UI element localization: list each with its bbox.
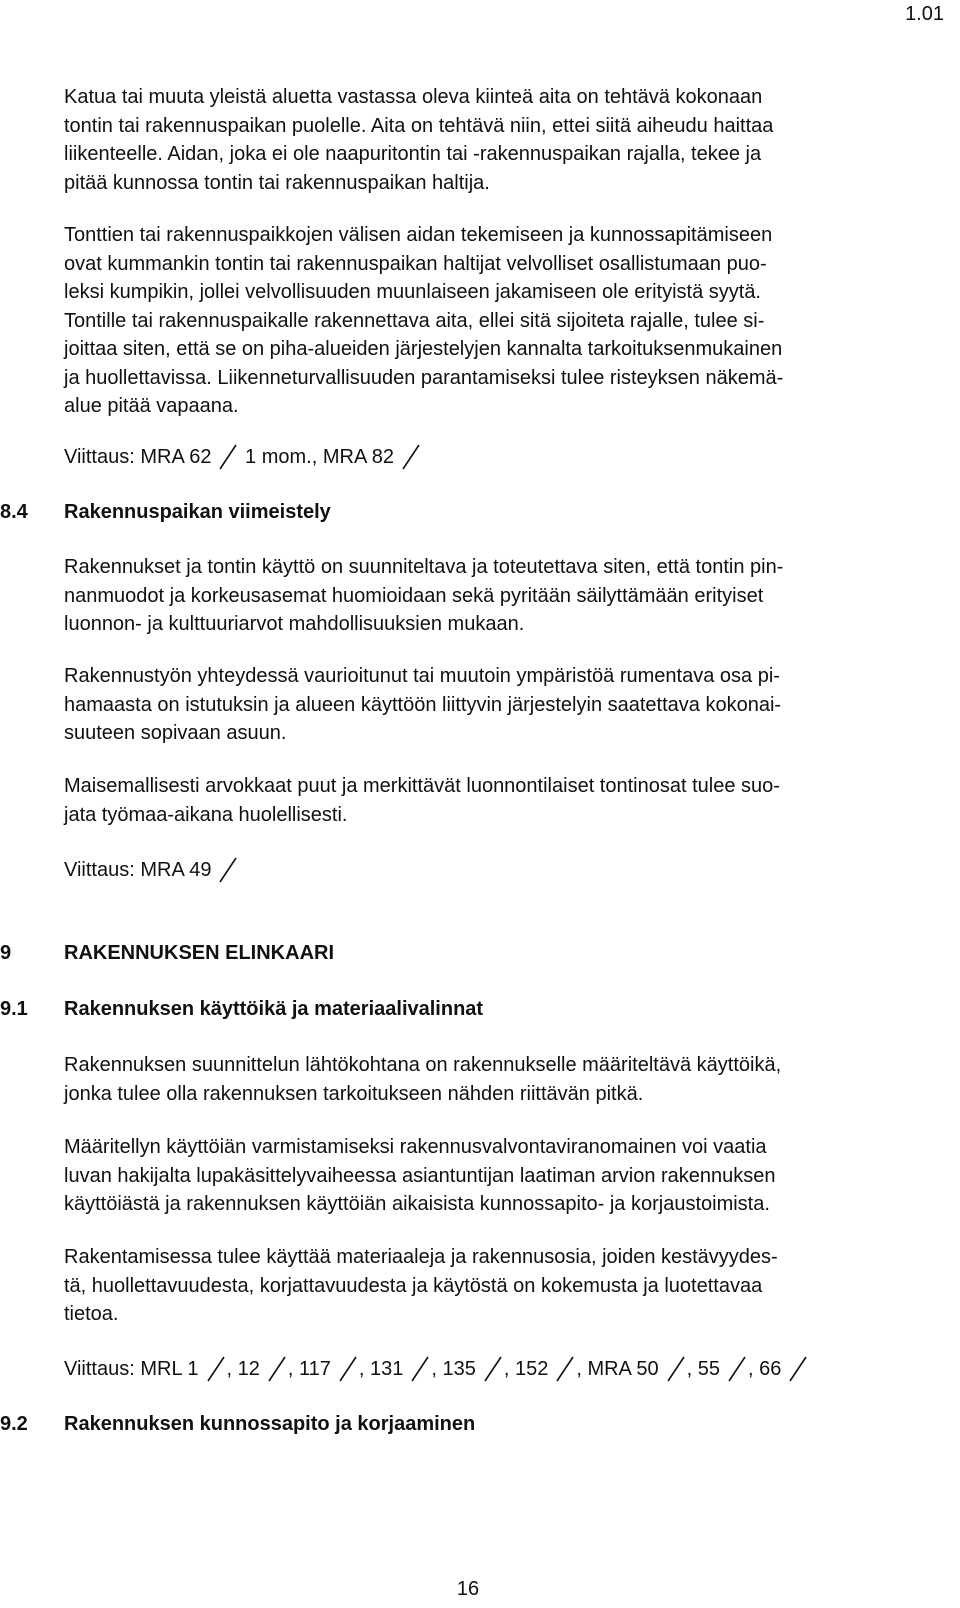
section-title: Rakennuspaikan viimeistely	[64, 501, 331, 523]
paragraph-site-finishing: Rakennukset ja tontin käyttö on suunniteltava ja toteutettava siten, että tontin pin- nanmuodot ja korkeusasemat huomioidaan sekä pyritään säilyttämään erityiset luonnon- ja kulttuuriarvot mahdollisuuksien mukaan.	[64, 556, 784, 635]
reference-part: Viittaus: MRA 49	[64, 859, 212, 881]
paragraph-tree-protection: Maisemallisesti arvokkaat puut ja merkittävät luonnontilaiset tontinosat tulee suo- jata työmaa-aikana huolellisesti.	[64, 775, 780, 826]
paragraph-materials: Rakentamisessa tulee käyttää materiaaleja ja rakennusosia, joiden kestävyydes- tä, huollettavuudesta, korjattavuudesta ja käytöstä on kokemusta ja luotettavaa tietoa.	[64, 1246, 778, 1325]
reference-part: Viittaus: MRA 62	[64, 446, 212, 468]
reference-part: , 131	[358, 1358, 404, 1380]
section-sign-icon	[337, 1355, 359, 1383]
section-number: 9	[0, 942, 12, 964]
section-sign-icon	[726, 1355, 748, 1383]
paragraph-service-life: Rakennuksen suunnittelun lähtökohtana on rakennukselle määriteltävä käyttöikä, jonka tulee olla rakennuksen tarkoitukseen nähden riittävän pitkä.	[64, 1054, 782, 1105]
section-sign-icon	[787, 1355, 809, 1383]
section-title: Rakennuksen käyttöikä ja materiaalivalinnat	[64, 998, 484, 1020]
section-sign-icon	[400, 443, 422, 471]
reference-part: , 12	[226, 1358, 260, 1380]
section-title: Rakennuksen kunnossapito ja korjaaminen	[64, 1413, 476, 1435]
paragraph-fence-location: Katua tai muuta yleistä aluetta vastassa oleva kiinteä aita on tehtävä kokonaan tontin tai rakennuspaikan puolelle. Aita on tehtävä niin, ettei siitä aiheudu haittaa liikenteelle. Aidan, joka ei ole naapuritontin tai -rakennuspaikan rajalla, tekee ja pitää kunnossa tontin tai rakennuspaikan haltija.	[64, 86, 774, 194]
section-number: 9.1	[0, 998, 28, 1020]
reference-part: 1 mom., MRA 82	[245, 446, 394, 468]
section-sign-icon	[665, 1355, 687, 1383]
section-sign-icon	[409, 1355, 431, 1383]
section-number: 8.4	[0, 501, 28, 523]
section-sign-icon	[205, 1355, 227, 1383]
page-number: 16	[456, 1578, 480, 1600]
reference-part: Viittaus: MRL 1	[64, 1358, 199, 1380]
reference-line-1	[64, 443, 422, 472]
reference-part: , MRA 50	[576, 1358, 659, 1380]
reference-part: , 55	[686, 1358, 720, 1380]
section-number: 9.2	[0, 1413, 28, 1435]
section-sign-icon	[554, 1355, 576, 1383]
section-sign-icon	[482, 1355, 504, 1383]
reference-part: , 117	[287, 1358, 331, 1380]
reference-line-3	[64, 1355, 809, 1384]
reference-part: , 66	[747, 1358, 782, 1380]
section-sign-icon	[266, 1355, 288, 1383]
reference-part: , 152	[503, 1358, 549, 1380]
paragraph-yard-restoration: Rakennustyön yhteydessä vaurioitunut tai muutoin ympäristöä rumentava osa pi- hamaasta on istutuksin ja alueen käyttöön liittyvin järjestelyin saatettava kokonai- suuteen sopivaan asuun.	[64, 665, 782, 744]
document-reference-number: 1.01	[905, 3, 944, 25]
section-sign-icon	[217, 443, 239, 471]
section-title: RAKENNUKSEN ELINKAARI	[64, 942, 335, 964]
section-sign-icon	[217, 856, 239, 884]
paragraph-shared-fence: Tonttien tai rakennuspaikkojen välisen aidan tekemiseen ja kunnossapitämiseen ovat kummankin tontin tai rakennuspaikan haltijat velvolliset osallistumaan puo- leksi kumpikin, jollei velvollisuuden muunlaiseen jakamiseen ole erityistä syytä. Tontille tai rakennuspaikalle rakennettava aita, ellei sitä sijoiteta rajalle, tulee si- joittaa siten, että se on piha-alueiden järjestelyjen kannalta tarkoituksenmukainen ja huollettavissa. Liikenneturvallisuuden parantamiseksi tulee risteyksen näkemä- alue pitää vapaana.	[64, 224, 784, 417]
paragraph-service-life-assessment: Määritellyn käyttöiän varmistamiseksi rakennusvalvontaviranomainen voi vaatia luvan hakijalta lupakäsittelyvaiheessa asiantuntijan laatiman arvion rakennuksen käyttöiästä ja rakennuksen käyttöiän aikaisista kunnossapito- ja korjaustoimista.	[64, 1136, 776, 1215]
reference-part: , 135	[431, 1358, 476, 1380]
reference-line-2	[64, 856, 239, 885]
